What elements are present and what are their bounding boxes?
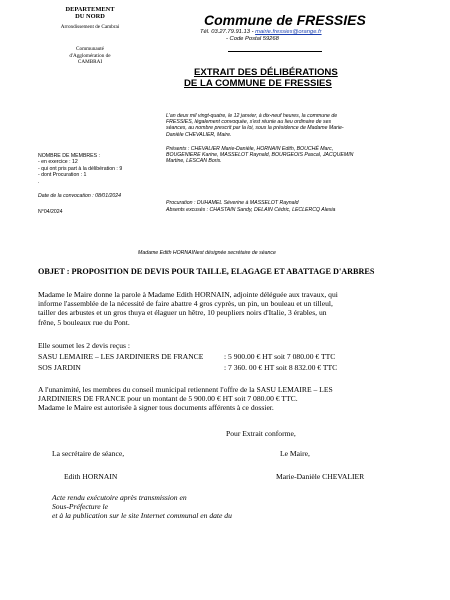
communaute-line-3: CAMBRAI xyxy=(77,59,103,66)
signature-right-name: Marie-Danièle CHEVALIER xyxy=(276,472,365,481)
acte-line: et à la publication sur le site Internet communal en date du xyxy=(52,511,232,521)
presents-line: Martine, LESCAN Boris. xyxy=(166,158,222,165)
acte-executoire xyxy=(52,493,352,521)
department-line-2: DU NORD xyxy=(75,13,105,20)
paragraph-line: informe l'assemblée de la nécessité de faire abattre 4 gros cyprès, un pin, un bouleau et un tilleul, xyxy=(38,299,333,309)
presents-block xyxy=(166,146,416,165)
header-divider xyxy=(228,51,322,52)
paragraph-line: frêne, 5 bouleaux rue du Pont. xyxy=(38,317,130,327)
membres-procuration: - dont Procuration : 1 xyxy=(38,172,87,179)
paragraph-line: Madame le Maire donne la parole à Madame Edith HORNAIN, adjointe déléguée aux travaux, qui xyxy=(38,290,338,299)
secretaire-note: Madame Edith HORNAINest désignée secrétaire de séance xyxy=(138,250,276,256)
convocation-date: Date de la convocation : 08/01/2024 xyxy=(38,193,122,199)
email-link[interactable]: mairie.fressies@orange.fr xyxy=(255,29,322,35)
devis-intro: Elle soumet les 2 devis reçus : xyxy=(38,341,130,350)
signature-right-title: Le Maire, xyxy=(280,449,310,458)
membres-title: NOMBRE DE MEMBRES : xyxy=(38,153,100,159)
intro-line: FRESSIES, légalement convoquée, s'est réunie au lieu ordinaire de ses xyxy=(166,119,332,126)
presents-line: Présents : CHEVALIER Marie-Danièle, HORNAIN Edith, BOUCHÉ Marc, xyxy=(166,146,334,152)
extrait-title-line-2: DE LA COMMUNE DE FRESSIES xyxy=(184,78,332,89)
intro-line: L'an deux mil vingt-quatre, le 12 janvier, à dix-neuf heures, la commune de xyxy=(166,113,338,119)
extrait-title-line-1: EXTRAIT DES DÉLIBÉRATIONS xyxy=(194,67,338,78)
membres-participe: - qui ont pris part à la délibération : 9 xyxy=(38,165,123,172)
intro-line: Danièle CHEVALIER, Maire. xyxy=(166,131,232,138)
deliberation-number: N°04/2024 xyxy=(38,209,63,215)
membres-block xyxy=(38,153,160,185)
signature-left-title: La secrétaire de séance, xyxy=(52,449,125,458)
membres-exercice: - en exercice : 12 xyxy=(38,159,78,166)
signature-left-name: Edith HORNAIN xyxy=(64,472,118,481)
intro-paragraph xyxy=(166,113,410,138)
commune-title: Commune de FRESSIES xyxy=(204,12,366,28)
paragraph-line: JARDINIERS DE FRANCE pour un montant de 5 900.00 € HT soit 7 080.00 € TTC. xyxy=(38,394,298,404)
extrait-title xyxy=(184,67,338,89)
devis-amount: : 5 900.00 € HT soit 7 080.00 € TTC xyxy=(224,352,336,361)
paragraph-line: Madame le Maire est autorisée à signer tous documents afférents à ce dossier. xyxy=(38,403,274,413)
acte-line: Acte rendu exécutoire après transmission en xyxy=(52,493,187,502)
department-line-1: DEPARTEMENT xyxy=(65,6,115,13)
communaute-line-2: d'Agglomération de xyxy=(69,52,111,59)
contact-separator: - xyxy=(249,29,256,35)
communaute-line-1: Communauté xyxy=(76,46,104,52)
devis-name: SOS JARDIN xyxy=(38,363,81,372)
contact-line xyxy=(200,29,322,36)
devis-amount: : 7 360. 00 € HT soit 8 832.00 € TTC xyxy=(224,363,338,372)
absents-line: Absents excusés : CHASTAIN Sandy, DELAIN Cédric, LECLERCQ Alexia xyxy=(166,207,336,213)
department-header xyxy=(56,6,124,20)
objet-heading: OBJET : PROPOSITION DE DEVIS POUR TAILLE, ELAGAGE ET ABATTAGE D'ARBRES xyxy=(38,267,375,276)
telephone: Tél. 03.27.79.91.13 xyxy=(200,29,250,35)
membres-dot: . xyxy=(38,178,40,185)
arrondissement-label: Arrondissement de Cambrai xyxy=(60,24,120,30)
paragraph-travaux xyxy=(38,290,418,327)
pour-extrait: Pour Extrait conforme, xyxy=(226,429,296,438)
paragraph-line: tailler des arbustes et un gros thuya et élaguer un hêtre, 10 peupliers noirs d'Italie, 3 érables, un xyxy=(38,308,327,318)
devis-name: SASU LEMAIRE – LES JARDINIERS DE FRANCE xyxy=(38,352,204,361)
intro-line: séances, au nombre prescrit par la loi, sous la présidence de Madame Marie- xyxy=(166,125,344,132)
procuration-line: Procuration : DUHAMEL Séverine à MASSELOT Raynald xyxy=(166,200,299,206)
presents-line: BOUGENIERE Karine, MASSELOT Raynald, BOURGEOIS Pascal, JACQUEMIN xyxy=(166,152,354,159)
communaute-block xyxy=(56,46,124,66)
postal-code: - Code Postal 59268 xyxy=(226,36,279,42)
paragraph-decision xyxy=(38,385,418,413)
acte-line: Sous-Préfecture le xyxy=(52,502,109,512)
paragraph-line: A l'unanimité, les membres du conseil municipal retiennent l'offre de la SASU LEMAIRE – LES xyxy=(38,385,333,394)
